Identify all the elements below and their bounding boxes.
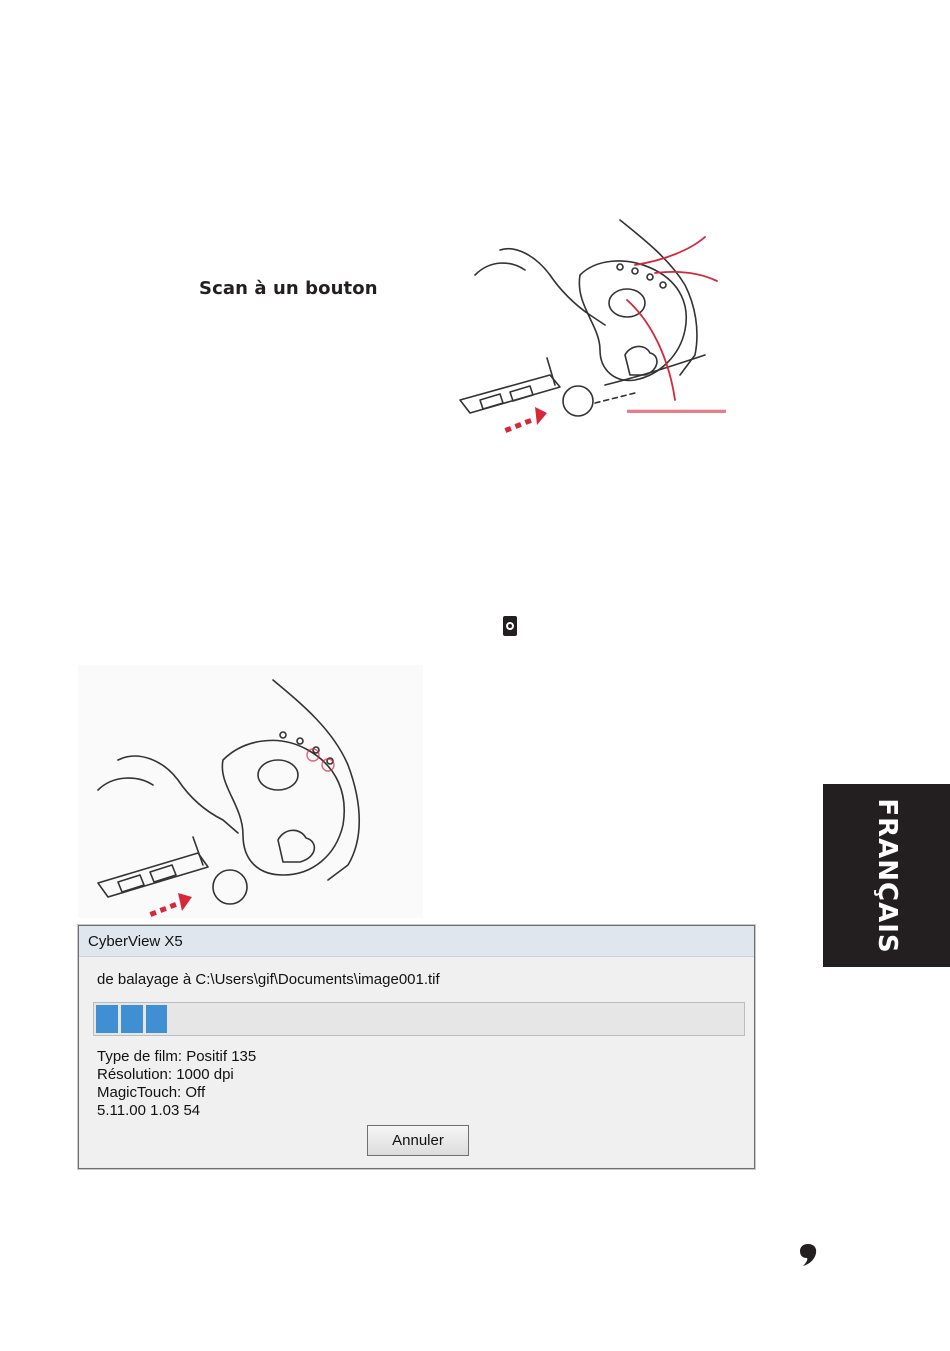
language-label: FRANÇAIS <box>871 797 902 954</box>
language-tab <box>823 784 950 967</box>
scanner-illustration-bottom <box>78 665 423 918</box>
scan-progress-dialog <box>78 925 755 1169</box>
scanner-illustration-top <box>455 215 765 440</box>
progress-bar-fill <box>96 1005 167 1033</box>
cancel-button[interactable]: Annuler <box>367 1125 469 1156</box>
page-marker-icon <box>798 1243 818 1267</box>
progress-bar <box>93 1002 745 1036</box>
arrow-icon <box>504 407 547 433</box>
dialog-titlebar[interactable] <box>79 926 754 957</box>
resolution-text: Résolution: 1000 dpi <box>97 1066 234 1083</box>
scan-path-text: de balayage à C:\Users\gif\Documents\image001.tif <box>97 971 440 988</box>
version-text: 5.11.00 1.03 54 <box>97 1102 201 1119</box>
magictouch-text: MagicTouch: Off <box>97 1084 206 1101</box>
section-heading: Scan à un bouton <box>199 278 378 299</box>
dialog-title: CyberView X5 <box>88 933 183 950</box>
film-type-text: Type de film: Positif 135 <box>97 1048 257 1065</box>
svg-text:▬▬▬▬▬▬▬▬▬: ▬▬▬▬▬▬▬▬▬ <box>627 404 726 416</box>
gear-icon <box>503 616 517 636</box>
dialog-body <box>80 957 753 1167</box>
